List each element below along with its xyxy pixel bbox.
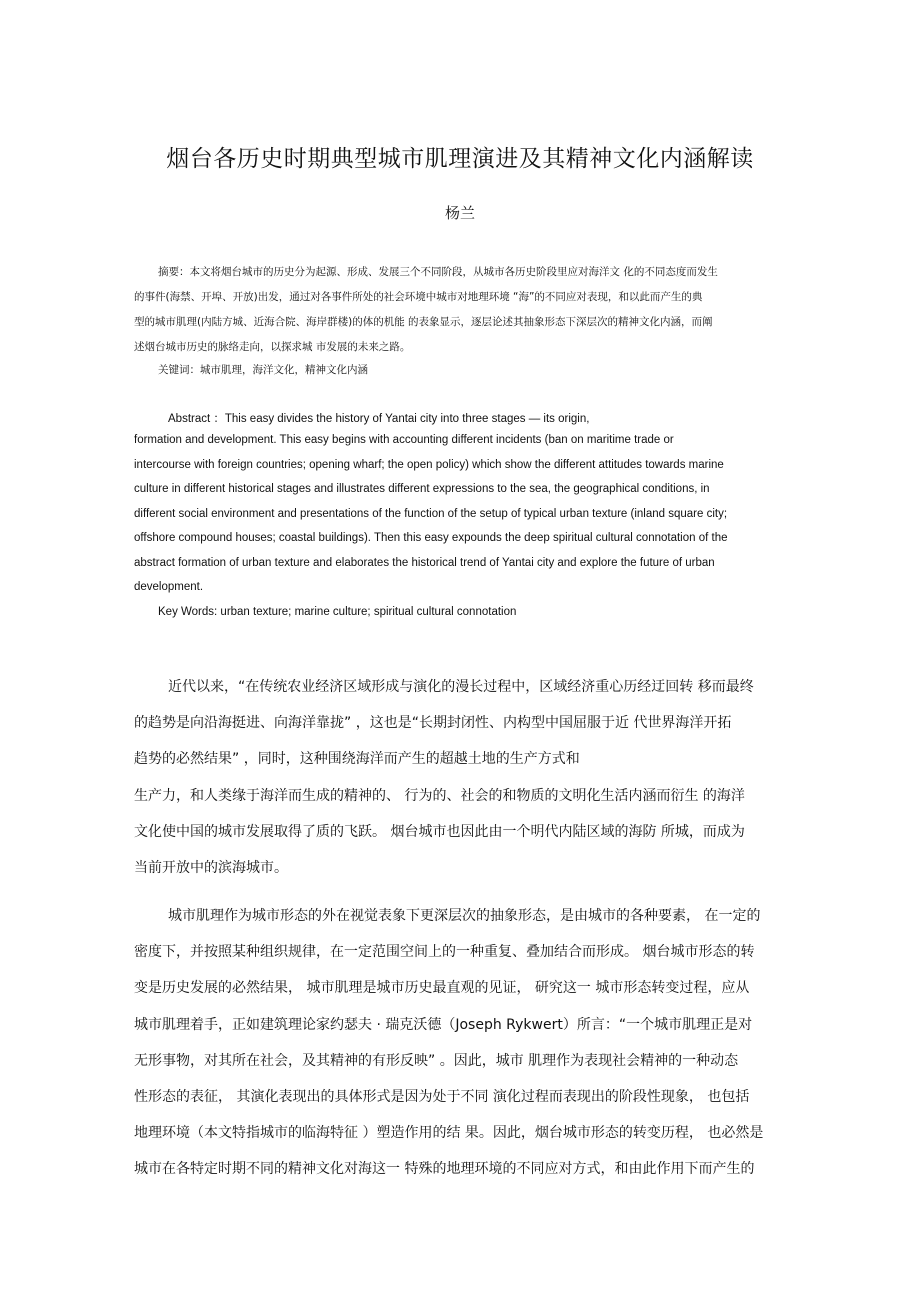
body-line: 生产力，和人类缘于海洋而生成的精神的、 行为的、社会的和物质的文明化生活内涵而衍生 的海洋 — [134, 788, 745, 804]
body-line: 文化使中国的城市发展取得了质的飞跃。 烟台城市也因此由一个明代内陆区域的海防 所城，而成为 — [134, 824, 745, 840]
article-title: 烟台各历史时期典型城市肌理演进及其精神文化内涵解读 — [166, 146, 754, 172]
abstract-en-line: offshore compound houses; coastal buildings). Then this easy expounds the deep spiritual cultural connotation of the — [134, 532, 728, 544]
body-line: 无形事物，对其所在社会，及其精神的有形反映” 。因此，城市 肌理作为表现社会精神的一种动态 — [134, 1053, 739, 1069]
abstract-cn-line: 述烟台城市历史的脉络走向，以探求城 市发展的未来之路。 — [134, 341, 411, 353]
abstract-en-line: different social environment and presentations of the function of the setup of typical urban texture (inland square city; — [134, 508, 728, 520]
body-line: 变是历史发展的必然结果， 城市肌理是城市历史最直观的见证， 研究这一 城市形态转变过程，应从 — [134, 980, 750, 996]
abstract-en-line: culture in different historical stages and illustrates different expressions to the sea, the geographical conditions, in — [134, 483, 710, 495]
abstract-cn-line: 的事件(海禁、开埠、开放)出发，通过对各事件所处的社会环境中城市对地理环境 “海”的不同应对表现，和以此而产生的典 — [134, 291, 703, 303]
body-line: 城市肌理作为城市形态的外在视觉表象下更深层次的抽象形态，是由城市的各种要素， 在一定的 — [168, 908, 761, 924]
body-line: 当前开放中的滨海城市。 — [134, 860, 288, 876]
body-line: 趋势的必然结果” ，同时，这种围绕海洋而产生的超越土地的生产方式和 — [134, 751, 580, 767]
body-line: 近代以来，“在传统农业经济区域形成与演化的漫长过程中，区域经济重心历经迂回转 移而最终 — [168, 679, 754, 695]
body-line: 密度下，并按照某种组织规律，在一定范围空间上的一种重复、叠加结合而形成。 烟台城市形态的转 — [134, 944, 755, 960]
keywords-cn: 关键词：城市肌理，海洋文化，精神文化内涵 — [158, 364, 368, 376]
body-line: 性形态的表征， 其演化表现出的具体形式是因为处于不同 演化过程而表现出的阶段性现象， 也包括 — [134, 1089, 750, 1105]
abstract-cn-line: 型的城市肌理(内陆方城、近海合院、海岸群楼)的体的机能 的表象显示，逐层论述其抽象形态下深层次的精神文化内涵，而阐 — [134, 316, 713, 328]
abstract-en-line: intercourse with foreign countries; opening wharf; the open policy) which show the different attitudes towards marine — [134, 459, 724, 471]
abstract-en-line: formation and development. This easy begins with accounting different incidents (ban on maritime trade or — [134, 434, 674, 446]
body-line: 城市在各特定时期不同的精神文化对海这一 特殊的地理环境的不同应对方式，和由此作用下而产生的 — [134, 1161, 755, 1177]
abstract-en-line: abstract formation of urban texture and elaborates the historical trend of Yantai city and explore the future of urban — [134, 557, 715, 569]
abstract-en-line: Abstract ：This easy divides the history of Yantai city into three stages — its origin, — [168, 413, 590, 425]
body-line: 的趋势是向沿海挺进、向海洋靠拢” ，这也是“长期封闭性、内构型中国屈服于近 代世界海洋开拓 — [134, 715, 732, 731]
keywords-en: Key Words: urban texture; marine culture; spiritual cultural connotation — [158, 606, 517, 618]
abstract-en-line: development. — [134, 581, 204, 593]
author-name: 杨兰 — [444, 204, 475, 222]
abstract-cn-line: 摘要：本文将烟台城市的历史分为起源、形成、发展三个不同阶段，从城市各历史阶段里应对海洋文 化的不同态度而发生 — [158, 266, 718, 278]
body-line: 城市肌理着手，正如建筑理论家约瑟夫 · 瑞克沃德（Joseph Rykwert）所言：“一个城市肌理正是对 — [134, 1017, 753, 1033]
body-line: 地理环境（本文特指城市的临海特征 ）塑造作用的结 果。因此，烟台城市形态的转变历程， 也必然是 — [134, 1125, 764, 1141]
